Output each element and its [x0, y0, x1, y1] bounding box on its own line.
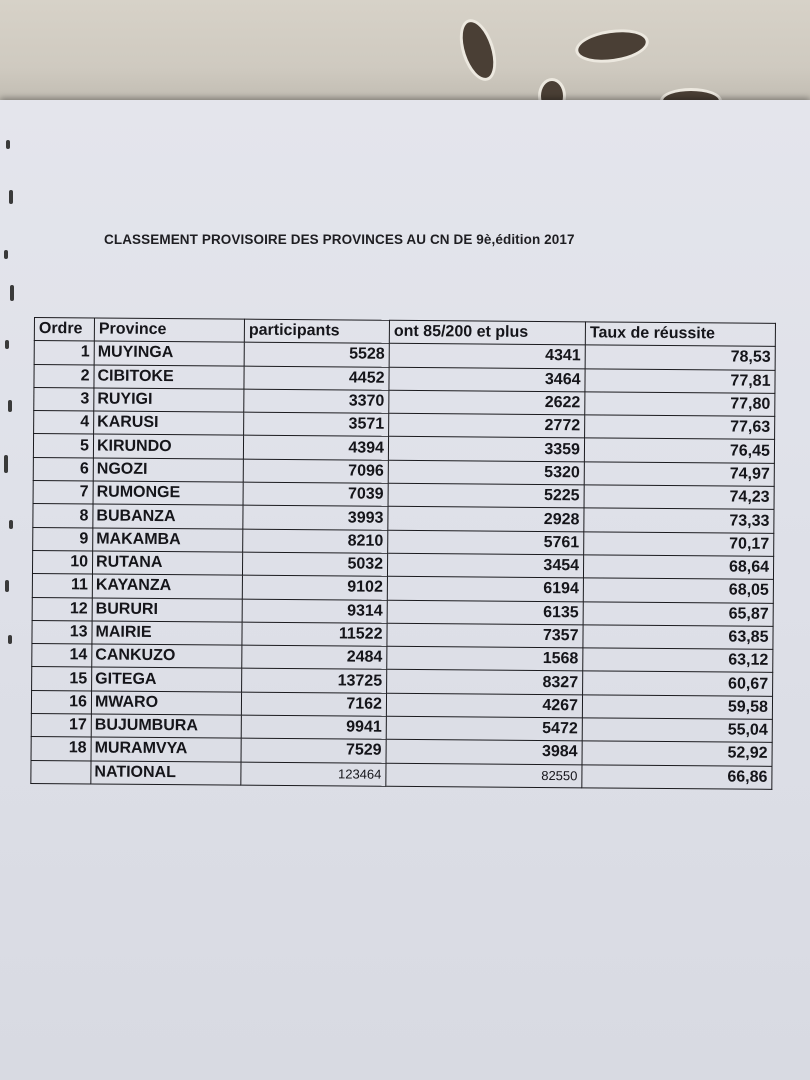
- cell-participants: 9314: [242, 599, 387, 623]
- cell-ordre: 8: [33, 504, 93, 528]
- cell-admis: 2928: [388, 507, 584, 532]
- cell-taux: 73,33: [584, 508, 774, 533]
- cell-taux: 77,80: [585, 392, 775, 417]
- cell-ordre: 14: [32, 644, 92, 668]
- cell-admis: 5472: [386, 716, 582, 741]
- cell-province: NGOZI: [93, 458, 243, 482]
- cell-taux: 70,17: [584, 531, 774, 556]
- cell-admis: 3464: [389, 367, 585, 392]
- cell-participants: 7162: [241, 692, 386, 716]
- cell-province: BUBANZA: [93, 504, 243, 528]
- total-cell-admis: 82550: [386, 763, 582, 788]
- cell-taux: 76,45: [584, 438, 774, 463]
- document-title: CLASSEMENT PROVISOIRE DES PROVINCES AU CN DE 9è,édition 2017: [104, 232, 575, 247]
- cell-province: KARUSI: [94, 411, 244, 435]
- cell-admis: 2772: [389, 413, 585, 438]
- cell-taux: 78,53: [585, 345, 775, 370]
- cell-province: RUTANA: [92, 551, 242, 575]
- cell-participants: 3370: [244, 389, 389, 413]
- total-cell-taux: 66,86: [582, 764, 772, 789]
- cell-participants: 5528: [244, 342, 389, 366]
- cell-participants: 11522: [242, 622, 387, 646]
- header-admis: ont 85/200 et plus: [389, 320, 585, 345]
- cell-province: BURURI: [92, 598, 242, 622]
- cell-province: GITEGA: [92, 667, 242, 691]
- cell-participants: 5032: [242, 552, 387, 576]
- cell-taux: 65,87: [583, 601, 773, 626]
- header-province: Province: [94, 318, 244, 342]
- cell-participants: 3571: [244, 412, 389, 436]
- cell-ordre: 7: [33, 481, 93, 505]
- cell-province: CIBITOKE: [94, 365, 244, 389]
- cell-ordre: 4: [34, 411, 94, 435]
- cell-admis: 3454: [387, 553, 583, 578]
- cell-participants: 8210: [243, 529, 388, 553]
- cell-taux: 52,92: [582, 741, 772, 766]
- total-cell-participants: 123464: [241, 762, 386, 786]
- cell-province: KAYANZA: [92, 574, 242, 598]
- cell-admis: 5320: [388, 460, 584, 485]
- cell-province: KIRUNDO: [93, 434, 243, 458]
- cell-ordre: 11: [32, 574, 92, 598]
- cell-taux: 74,97: [584, 462, 774, 487]
- cell-admis: 7357: [387, 623, 583, 648]
- cell-ordre: 18: [31, 737, 91, 761]
- cell-province: MURAMVYA: [91, 737, 241, 761]
- cell-taux: 63,12: [583, 648, 773, 673]
- cell-participants: 9941: [241, 715, 386, 739]
- cell-ordre: 9: [33, 527, 93, 551]
- tablecloth-background: [0, 0, 810, 112]
- cell-admis: 3984: [386, 740, 582, 765]
- cell-taux: 68,64: [583, 555, 773, 580]
- ranking-table: [30, 317, 776, 790]
- cell-ordre: 2: [34, 364, 94, 388]
- cell-ordre: 5: [33, 434, 93, 458]
- cell-admis: 2622: [389, 390, 585, 415]
- cell-admis: 6135: [387, 600, 583, 625]
- cell-taux: 74,23: [584, 485, 774, 510]
- cell-participants: 3993: [243, 506, 388, 530]
- table-body: [31, 341, 775, 789]
- cell-admis: 1568: [387, 646, 583, 671]
- cell-province: MUYINGA: [94, 341, 244, 365]
- total-cell-province: NATIONAL: [91, 761, 241, 785]
- cell-participants: 7529: [241, 738, 386, 762]
- cell-participants: 7096: [243, 459, 388, 483]
- binding-marks: [0, 110, 30, 670]
- cell-province: BUJUMBURA: [91, 714, 241, 738]
- cell-ordre: 3: [34, 387, 94, 411]
- cell-ordre: 6: [33, 457, 93, 481]
- cell-admis: 6194: [387, 577, 583, 602]
- cell-taux: 59,58: [582, 695, 772, 720]
- cell-admis: 4267: [386, 693, 582, 718]
- embroidery-eyelet: [573, 25, 651, 67]
- cell-taux: 68,05: [583, 578, 773, 603]
- cell-taux: 63,85: [583, 625, 773, 650]
- cell-ordre: 17: [31, 714, 91, 738]
- cell-ordre: 1: [34, 341, 94, 365]
- cell-admis: 8327: [387, 670, 583, 695]
- cell-province: MWARO: [91, 691, 241, 715]
- cell-participants: 4394: [243, 436, 388, 460]
- header-taux: Taux de réussite: [585, 322, 775, 347]
- cell-ordre: 10: [32, 550, 92, 574]
- cell-taux: 55,04: [582, 718, 772, 743]
- cell-taux: 60,67: [583, 671, 773, 696]
- cell-participants: 9102: [242, 575, 387, 599]
- cell-admis: 3359: [388, 437, 584, 462]
- cell-admis: 5225: [388, 483, 584, 508]
- cell-ordre: 15: [32, 667, 92, 691]
- cell-taux: 77,81: [585, 368, 775, 393]
- total-cell-ordre: [31, 760, 91, 784]
- header-participants: participants: [244, 319, 389, 343]
- cell-admis: 5761: [388, 530, 584, 555]
- cell-province: RUYIGI: [94, 388, 244, 412]
- cell-province: RUMONGE: [93, 481, 243, 505]
- cell-province: MAIRIE: [92, 621, 242, 645]
- cell-participants: 2484: [242, 645, 387, 669]
- cell-ordre: 12: [32, 597, 92, 621]
- cell-ordre: 16: [31, 690, 91, 714]
- cell-participants: 7039: [243, 482, 388, 506]
- cell-admis: 4341: [389, 344, 585, 369]
- embroidery-eyelet: [453, 15, 503, 86]
- cell-ordre: 13: [32, 620, 92, 644]
- cell-participants: 4452: [244, 366, 389, 390]
- cell-participants: 13725: [242, 669, 387, 693]
- header-ordre: Ordre: [34, 318, 94, 342]
- cell-province: CANKUZO: [92, 644, 242, 668]
- cell-province: MAKAMBA: [93, 528, 243, 552]
- cell-taux: 77,63: [585, 415, 775, 440]
